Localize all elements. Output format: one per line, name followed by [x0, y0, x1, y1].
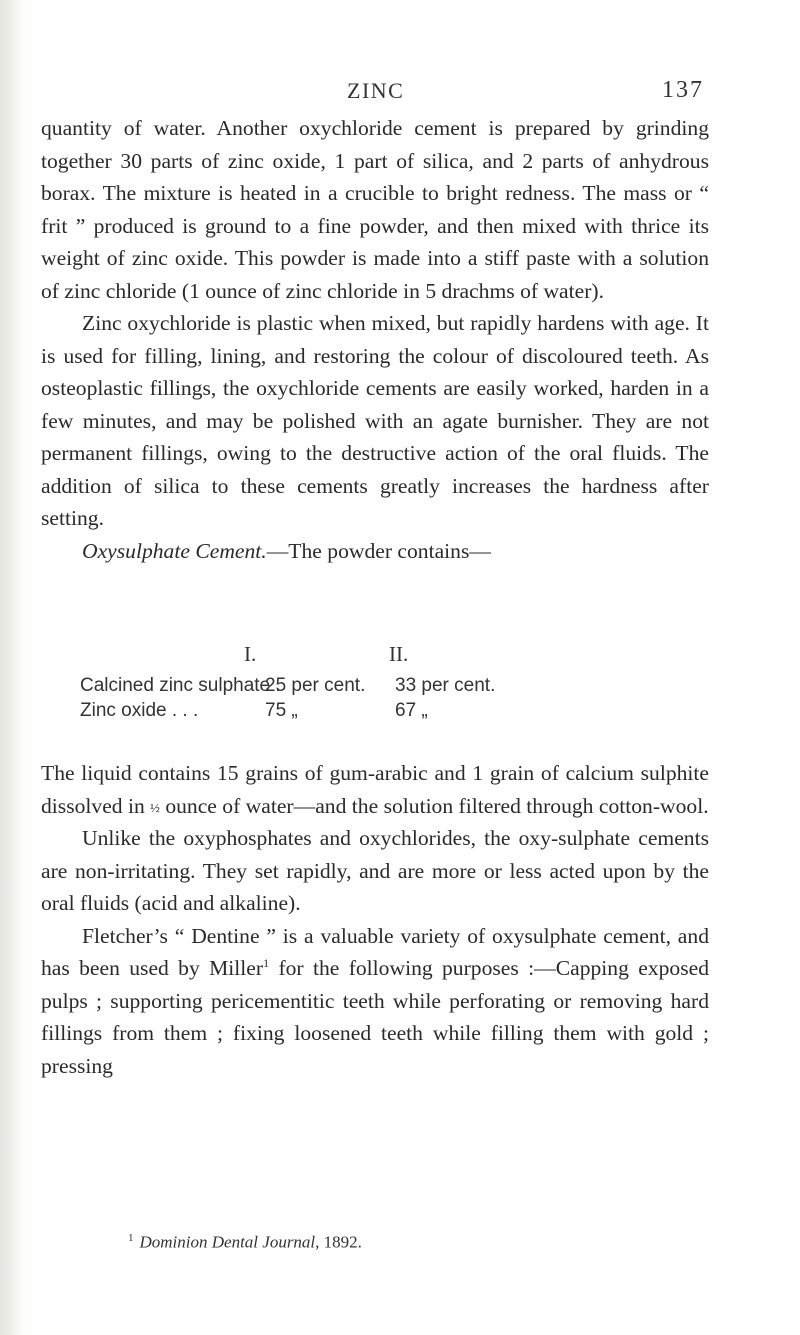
paragraph-6-text-b: for the following purposes :—Capping exposed pulps ; supporting pericementitic teeth while perforating or removing hard fillings from them ; fixing loosened teeth while filling them with gold ; pressing [41, 956, 710, 1078]
table-col-head-2: II. [389, 642, 409, 666]
page-header [0, 78, 800, 108]
table-cell: 67 „ [395, 700, 428, 721]
fraction-half: ½ [150, 799, 160, 815]
section-heading-oxysulphate: Oxysulphate Cement. [82, 538, 267, 563]
paragraph-5: Unlike the oxyphosphates and oxychlorides, the oxy-sulphate cements are non-irritating. They set rapidly, and are more or less acted upon by the oral fluids (acid and alkaline). [41, 826, 709, 915]
paragraph-4 [41, 757, 709, 822]
footnote [128, 1232, 362, 1253]
table-row-label: Zinc oxide . . . [80, 700, 199, 721]
table-cell: 33 per cent. [395, 675, 496, 696]
footnote-journal: Dominion Dental Journal, [139, 1232, 320, 1252]
table-col-head-1: I. [244, 642, 257, 666]
table-cell: 75 „ [265, 700, 298, 721]
paragraph-2: Zinc oxychloride is plastic when mixed, but rapidly hardens with age. It is used for filling, lining, and restoring the colour of discoloured teeth. As osteoplastic fillings, the oxychloride cements are easily worked, harden in a few minutes, and may be polished with an agate burnisher. They are not permanent fillings, owing to the destructive action of the oral fluids. The addition of silica to these cements greatly increases the hardness after setting. [41, 311, 709, 530]
paragraph-3-text: —The powder contains— [266, 538, 491, 563]
paragraph-4-text-a: The liquid contains 15 grains of gum-arabic and 1 grain of calcium sulphite dissolved in [41, 761, 709, 818]
paragraph-6-text-a: Fletcher’s “ Dentine ” is a valuable variety of oxysulphate cement, and has been used by Miller [41, 923, 709, 980]
table-row-label: Calcined zinc sulphate . [80, 675, 281, 696]
composition-table [0, 642, 800, 737]
footnote-mark: 1 [128, 1232, 134, 1244]
running-head: ZINC [347, 78, 405, 103]
table-cell: 25 per cent. [265, 675, 366, 696]
footnote-year: 1892. [319, 1232, 362, 1252]
body-text [41, 112, 709, 567]
paragraph-3 [41, 535, 709, 568]
footnote-reference: 1 [263, 955, 270, 970]
body-text-continued [41, 757, 709, 1082]
paragraph-4-text-b: ounce of water—and the solution filtered through cotton-wool. [159, 793, 709, 818]
paragraph-6 [41, 920, 709, 1083]
page-number: 137 [662, 77, 704, 103]
paragraph-1: quantity of water. Another oxychloride cement is prepared by grinding together 30 parts of zinc oxide, 1 part of silica, and 2 parts of anhydrous borax. The mixture is heated in a crucible to bright redness. The mass or “ frit ” produced is ground to a fine powder, and then mixed with thrice its weight of zinc oxide. This powder is made into a stiff paste with a solution of zinc chloride (1 ounce of zinc chloride in 5 drachms of water). [41, 116, 709, 303]
